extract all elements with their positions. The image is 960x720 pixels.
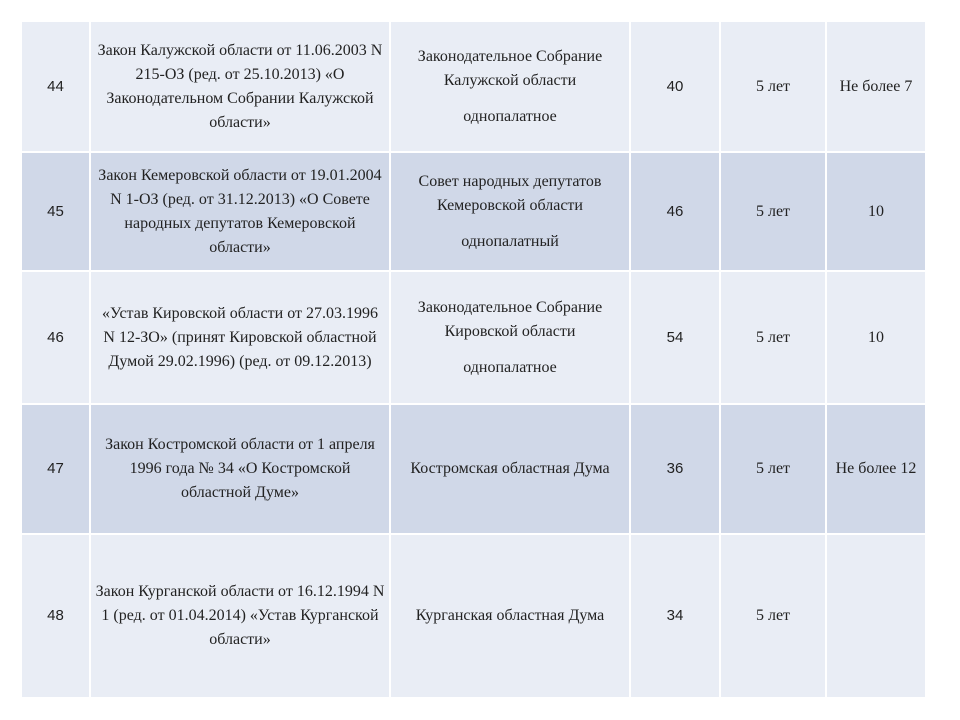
table-row: [22, 22, 926, 152]
chamber-type: однопалатное: [463, 107, 557, 125]
organ-cell: [390, 271, 630, 404]
term-limit-cell: [826, 534, 926, 698]
table-row: [22, 534, 926, 698]
organ-name: Костромская областная Дума: [410, 460, 610, 477]
table-row: [22, 152, 926, 271]
term-cell: 5 лет: [720, 534, 826, 698]
organ-cell: [390, 152, 630, 271]
organ-cell: [390, 404, 630, 534]
term-limit-cell: 10: [826, 271, 926, 404]
organ-name: Совет народных депутатов Кемеровской области: [418, 172, 602, 214]
deputies-count: 36: [630, 404, 720, 534]
chamber-type: однопалатный: [461, 232, 559, 250]
term-cell: 5 лет: [720, 22, 826, 152]
deputies-count: 34: [630, 534, 720, 698]
row-number: 46: [22, 271, 90, 404]
table-row: [22, 404, 926, 534]
term-limit-cell: Не более 7: [826, 22, 926, 152]
term-cell: 5 лет: [720, 152, 826, 271]
law-cell: «Устав Кировской области от 27.03.1996 N 12-ЗО» (принят Кировской областной Думой 29.02.1996) (ред. от 09.12.2013): [90, 271, 390, 404]
row-number: 47: [22, 404, 90, 534]
deputies-count: 40: [630, 22, 720, 152]
row-number: 48: [22, 534, 90, 698]
law-cell: Закон Кемеровской области от 19.01.2004 N 1-ОЗ (ред. от 31.12.2013) «О Совете народных депутатов Кемеровской области»: [90, 152, 390, 271]
table-row: [22, 271, 926, 404]
term-cell: 5 лет: [720, 404, 826, 534]
organ-name: Законодательное Собрание Калужской области: [417, 47, 603, 89]
law-cell: Закон Костромской области от 1 апреля 1996 года № 34 «О Костромской областной Думе»: [90, 404, 390, 534]
organ-name: Законодательное Собрание Кировской области: [417, 298, 603, 340]
organ-name: Курганская областная Дума: [415, 607, 605, 624]
law-cell: Закон Калужской области от 11.06.2003 N 215-ОЗ (ред. от 25.10.2013) «О Законодательном Собрании Калужской области»: [90, 22, 390, 152]
term-limit-cell: Не более 12: [826, 404, 926, 534]
organ-cell: [390, 22, 630, 152]
regional-parliaments-table: [22, 22, 927, 699]
row-number: 45: [22, 152, 90, 271]
organ-cell: [390, 534, 630, 698]
term-limit-cell: 10: [826, 152, 926, 271]
regional-parliaments-table-container: [22, 22, 926, 699]
deputies-count: 54: [630, 271, 720, 404]
law-cell: Закон Курганской области от 16.12.1994 N 1 (ред. от 01.04.2014) «Устав Курганской области»: [90, 534, 390, 698]
term-cell: 5 лет: [720, 271, 826, 404]
chamber-type: однопалатное: [463, 358, 557, 376]
row-number: 44: [22, 22, 90, 152]
deputies-count: 46: [630, 152, 720, 271]
